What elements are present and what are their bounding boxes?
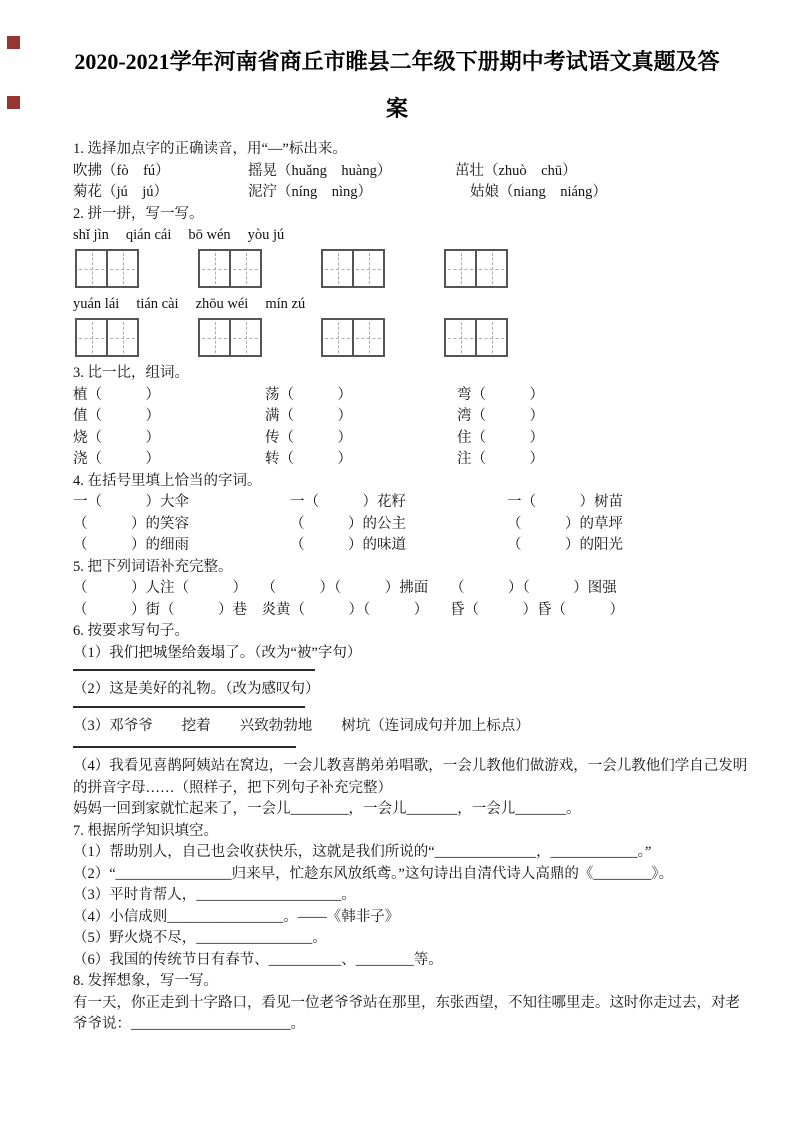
tianzi-cell (352, 320, 383, 355)
q1-heading: 1. 选择加点字的正确读音，用“—”标出来。 (73, 141, 347, 157)
q6-item-4: （4）我看见喜鹊阿姨站在窝边，一会儿教喜鹊弟弟唱歌，一会儿教他们做游戏，一会儿教他们学自己发明的拼音字母……（照样子，把下列句子补充完整） (73, 758, 748, 796)
answer-line (73, 706, 305, 708)
q4-item: 一（ ）树苗 (507, 494, 623, 510)
pinyin-label: qián cái (125, 227, 172, 243)
tianzi-cell (446, 251, 475, 286)
pinyin-label: bō wén (188, 227, 231, 243)
title-line-2: 案 (385, 96, 408, 121)
tianzi-grid-box (75, 249, 139, 288)
q7-item-5: （5）野火烧不尽，________________。 (73, 930, 327, 946)
q3-row (73, 449, 749, 471)
q4-row (73, 492, 749, 514)
title-line-1: 2020-2021学年河南省商丘市睢县二年级下册期中考试语文真题及答 (74, 49, 720, 74)
tianzi-cell (77, 320, 106, 355)
tianzi-cell (323, 320, 352, 355)
tianzi-grid-box (198, 249, 262, 288)
q1-word-yaohuang: 摇晃（huǎng huàng） (248, 162, 392, 179)
q2-pinyin-row-2 (73, 294, 749, 315)
q3-item: 浇（ ） (73, 451, 160, 467)
q3-item: 弯（ ） (457, 386, 544, 403)
q7-item-6: （6）我国的传统节日有春节、__________、________等。 (73, 951, 443, 968)
q3-item: 注（ ） (457, 451, 544, 467)
tianzi-cell (475, 320, 506, 355)
q3-item: 植（ ） (73, 386, 160, 403)
tianzi-grid-box (444, 249, 508, 288)
pinyin-label: mín zú (265, 296, 306, 312)
q3-heading: 3. 比一比，组词。 (73, 365, 189, 381)
q3-item: 传（ ） (265, 429, 352, 446)
q4-item: （ ）的味道 (290, 537, 406, 553)
q6-item-1: （1）我们把城堡给轰塌了。（改为“被”字句） (73, 644, 362, 661)
q3-row (73, 385, 749, 407)
document-title (0, 0, 794, 132)
q4-item: （ ）的公主 (290, 515, 406, 532)
pinyin-label: shǐ jìn (73, 227, 109, 243)
tianzi-cell (106, 320, 137, 355)
q6-heading: 6. 按要求写句子。 (73, 623, 189, 639)
q3-item: 荡（ ） (265, 386, 352, 403)
q1-row-2 (73, 182, 749, 204)
q7-item-4: （4）小信成则________________。——《韩非子》 (73, 908, 400, 925)
q7-item-3: （3）平时肯帮人，____________________。 (73, 887, 356, 903)
q8-body: 有一天，你正走到十字路口，看见一位老爷爷站在那里，东张西望，不知往哪里走。这时你走过去，对老爷爷说：______________________。 (73, 994, 740, 1032)
tianzi-cell (323, 251, 352, 286)
q4-item: （ ）的细雨 (73, 537, 189, 553)
q3-row (73, 428, 749, 450)
tianzi-grid-box (444, 318, 508, 357)
red-marker-top (7, 36, 20, 49)
tianzi-cell (229, 251, 260, 286)
q6-item-3: （3）邓爷爷 挖着 兴致勃勃地 树坑（连词成句并加上标点） (73, 717, 530, 734)
q5-line-2: （ ）街（ ）巷 炎黄（ ）（ ） 昏（ ）昏（ ） (73, 601, 624, 618)
q5-line-1: （ ）人注（ ） （ ）（ ）拂面 （ ）（ ）图强 (73, 580, 617, 596)
q4-row (73, 514, 749, 536)
q3-item: 满（ ） (265, 408, 352, 424)
answer-line (73, 746, 296, 748)
q2-grid-row-1 (75, 249, 749, 288)
q7-heading: 7. 根据所学知识填空。 (73, 822, 218, 839)
tianzi-grid-box (321, 318, 385, 357)
q6-item-2: （2）这是美好的礼物。（改为感叹句） (73, 681, 320, 697)
q4-item: （ ）的笑容 (73, 515, 189, 532)
tianzi-cell (77, 251, 106, 286)
q3-item: 烧（ ） (73, 429, 160, 446)
q1-word-guniang: 姑娘（niang niáng） (470, 184, 607, 200)
tianzi-cell (200, 251, 229, 286)
answer-line (73, 669, 315, 671)
q1-word-juhua: 菊花（jú jú） (73, 184, 169, 200)
tianzi-cell (352, 251, 383, 286)
q1-word-zhuozhuang: 茁壮（zhuò chū） (455, 162, 577, 179)
q3-item: 值（ ） (73, 408, 160, 424)
pinyin-label: yuán lái (73, 296, 120, 312)
q4-item: 一（ ）花籽 (290, 494, 406, 510)
tianzi-cell (446, 320, 475, 355)
q7-item-1: （1）帮助别人，自己也会收获快乐，这就是我们所说的“______________，____________。” (73, 844, 652, 860)
pinyin-label: tián cài (136, 296, 179, 312)
q4-item: 一（ ）大伞 (73, 494, 189, 510)
pinyin-label: zhōu wéi (195, 296, 249, 312)
pinyin-label: yòu jú (247, 227, 285, 243)
q6-item-4-fillin: 妈妈一回到家就忙起来了，一会儿________，一会儿_______，一会儿_______。 (73, 801, 581, 817)
q5-heading: 5. 把下列词语补充完整。 (73, 558, 233, 575)
q8-heading: 8. 发挥想象，写一写。 (73, 973, 218, 989)
q2-pinyin-row-1 (73, 225, 749, 246)
tianzi-cell (229, 320, 260, 355)
tianzi-cell (475, 251, 506, 286)
q3-row (73, 406, 749, 428)
q1-word-nining: 泥泞（níng nìng） (248, 184, 373, 200)
q3-item: 转（ ） (265, 451, 352, 467)
q4-row (73, 535, 749, 557)
red-marker-bottom (7, 96, 20, 109)
q4-item: （ ）的阳光 (507, 537, 623, 553)
tianzi-grid-box (75, 318, 139, 357)
q2-heading: 2. 拼一拼，写一写。 (73, 205, 204, 222)
q7-item-2: （2）“________________归来早，忙趁东风放纸鸢。”这句诗出自清代诗人高鼎的《________》。 (73, 865, 674, 882)
q1-word-chuifu: 吹拂（fò fú） (73, 162, 170, 179)
tianzi-grid-box (198, 318, 262, 357)
q4-heading: 4. 在括号里填上恰当的字词。 (73, 472, 262, 489)
exam-body (73, 139, 749, 1036)
q2-grid-row-2 (75, 318, 749, 357)
q1-row-1 (73, 161, 749, 183)
tianzi-cell (106, 251, 137, 286)
tianzi-grid-box (321, 249, 385, 288)
tianzi-cell (200, 320, 229, 355)
q3-item: 住（ ） (457, 429, 544, 446)
q3-item: 湾（ ） (457, 408, 544, 424)
q4-item: （ ）的草坪 (507, 515, 623, 532)
